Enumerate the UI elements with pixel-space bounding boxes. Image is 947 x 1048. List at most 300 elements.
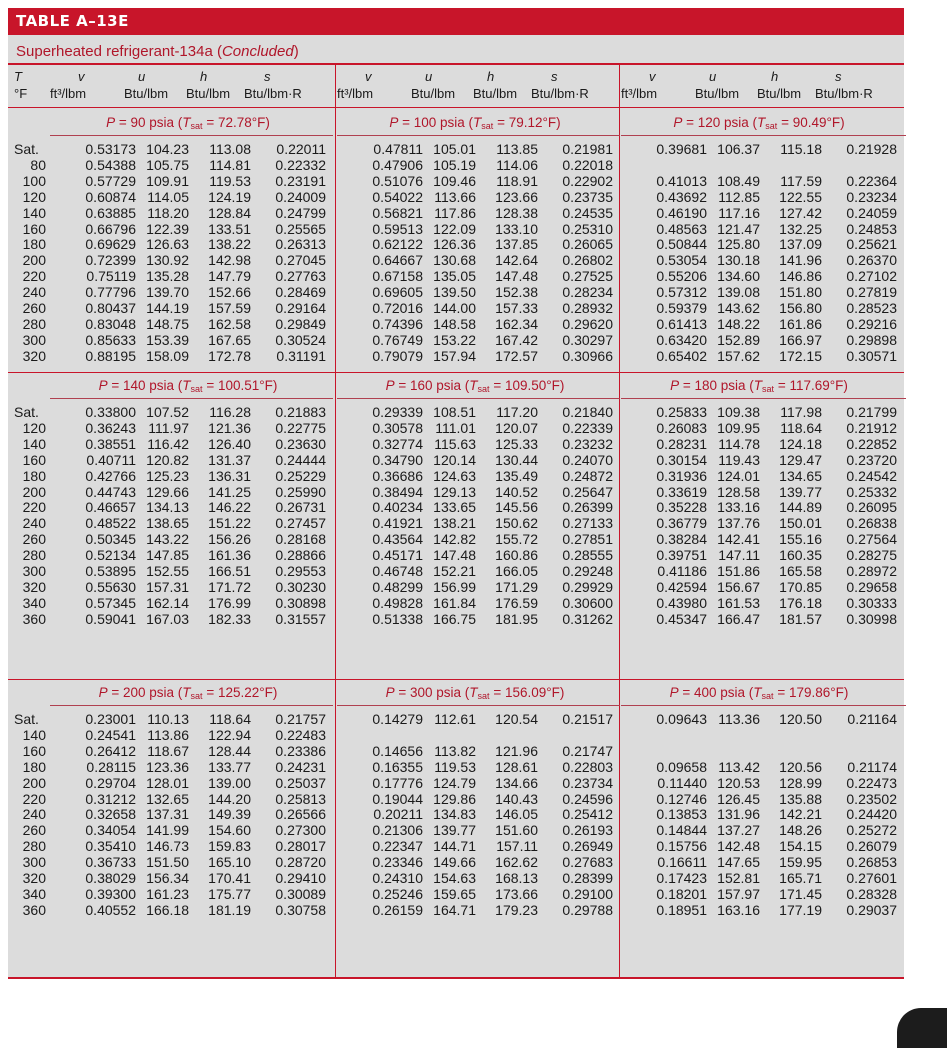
temperature-label: 180 bbox=[22, 467, 46, 484]
value-u: 109.46 bbox=[433, 172, 476, 189]
value-h: 115.18 bbox=[780, 141, 822, 157]
value-v: 0.43564 bbox=[372, 531, 423, 548]
value-h: 129.47 bbox=[779, 451, 822, 468]
value-s: 0.23630 bbox=[275, 435, 326, 452]
value-v: 0.26159 bbox=[372, 901, 423, 918]
value-u: 105.01 bbox=[433, 141, 476, 157]
value-s: 0.28234 bbox=[562, 284, 613, 301]
value-s: 0.29849 bbox=[275, 315, 326, 332]
value-h: 118.64 bbox=[780, 419, 822, 436]
value-s: 0.24420 bbox=[846, 806, 897, 823]
value-u: 152.21 bbox=[433, 563, 476, 579]
value-s: 0.30333 bbox=[846, 594, 897, 611]
value-h: 141.25 bbox=[208, 483, 251, 500]
value-h: 150.01 bbox=[779, 515, 822, 532]
value-u: 152.81 bbox=[717, 870, 760, 886]
value-u: 139.08 bbox=[717, 284, 760, 301]
value-s: 0.29929 bbox=[562, 578, 613, 595]
block-title-underline bbox=[337, 705, 620, 706]
value-s: 0.26065 bbox=[562, 236, 613, 253]
value-h: 179.23 bbox=[495, 901, 538, 918]
value-h: 166.05 bbox=[495, 563, 538, 579]
value-u: 130.68 bbox=[433, 252, 476, 269]
value-s: 0.27683 bbox=[562, 854, 613, 871]
value-s: 0.25990 bbox=[275, 483, 326, 500]
value-u: 110.13 bbox=[147, 711, 189, 727]
value-v: 0.80437 bbox=[85, 300, 136, 316]
value-v: 0.56821 bbox=[372, 204, 423, 221]
value-v: 0.18951 bbox=[656, 901, 707, 918]
value-v: 0.35410 bbox=[85, 838, 136, 855]
value-s: 0.23735 bbox=[562, 188, 613, 205]
value-h: 150.62 bbox=[495, 515, 538, 532]
value-h: 162.58 bbox=[208, 315, 251, 332]
value-s: 0.28017 bbox=[275, 838, 326, 855]
value-h: 139.00 bbox=[208, 774, 251, 791]
value-h: 117.59 bbox=[780, 172, 822, 189]
value-v: 0.57312 bbox=[656, 284, 707, 301]
temperature-label: 160 bbox=[22, 451, 46, 468]
block-title-underline bbox=[621, 135, 906, 136]
value-v: 0.55630 bbox=[85, 578, 136, 595]
value-h: 137.85 bbox=[495, 236, 538, 253]
value-h: 142.98 bbox=[208, 252, 251, 269]
value-s: 0.24444 bbox=[275, 451, 326, 468]
value-u: 148.58 bbox=[433, 315, 476, 332]
value-s: 0.24799 bbox=[275, 204, 326, 221]
value-u: 135.05 bbox=[433, 268, 476, 285]
value-u: 131.96 bbox=[717, 806, 760, 823]
value-s: 0.28555 bbox=[562, 547, 613, 564]
value-v: 0.13853 bbox=[656, 806, 707, 823]
temperature-label: 220 bbox=[22, 790, 46, 807]
value-u: 105.75 bbox=[146, 156, 189, 173]
value-v: 0.20211 bbox=[373, 806, 423, 823]
value-v: 0.28231 bbox=[656, 435, 707, 452]
temperature-label: 140 bbox=[22, 204, 46, 221]
value-h: 141.96 bbox=[779, 252, 822, 269]
value-u: 122.39 bbox=[146, 220, 189, 237]
value-h: 152.66 bbox=[208, 284, 251, 301]
value-u: 143.22 bbox=[146, 531, 189, 548]
value-u: 139.50 bbox=[433, 284, 476, 301]
value-h: 168.13 bbox=[495, 870, 538, 886]
value-u: 139.70 bbox=[146, 284, 189, 301]
value-v: 0.43692 bbox=[656, 188, 707, 205]
value-u: 144.19 bbox=[146, 300, 189, 316]
temperature-label: 260 bbox=[22, 531, 46, 548]
value-h: 128.38 bbox=[495, 204, 538, 221]
value-u: 107.52 bbox=[146, 404, 189, 420]
value-u: 156.99 bbox=[433, 578, 476, 595]
value-u: 134.13 bbox=[146, 499, 189, 516]
temperature-label: 280 bbox=[22, 315, 46, 332]
value-s: 0.21912 bbox=[846, 419, 897, 436]
value-h: 157.59 bbox=[208, 300, 251, 316]
value-v: 0.36779 bbox=[656, 515, 707, 532]
block-title-underline bbox=[337, 135, 620, 136]
value-u: 163.16 bbox=[717, 901, 760, 918]
value-s: 0.27102 bbox=[846, 268, 897, 285]
value-h: 181.95 bbox=[495, 610, 538, 627]
value-h: 133.51 bbox=[208, 220, 251, 237]
value-s: 0.22803 bbox=[562, 758, 613, 775]
value-u: 132.65 bbox=[146, 790, 189, 807]
value-v: 0.45171 bbox=[372, 547, 423, 564]
value-v: 0.41186 bbox=[657, 563, 707, 579]
value-s: 0.22332 bbox=[275, 156, 326, 173]
value-u: 166.75 bbox=[433, 610, 476, 627]
value-v: 0.17423 bbox=[656, 870, 707, 886]
temperature-label: 240 bbox=[22, 284, 46, 301]
value-h: 134.65 bbox=[779, 467, 822, 484]
value-v: 0.53173 bbox=[85, 141, 136, 157]
value-h: 144.89 bbox=[779, 499, 822, 516]
value-v: 0.83048 bbox=[85, 315, 136, 332]
value-h: 146.86 bbox=[779, 268, 822, 285]
value-s: 0.25813 bbox=[275, 790, 326, 807]
value-v: 0.54022 bbox=[372, 188, 423, 205]
temperature-label: 240 bbox=[22, 515, 46, 532]
value-u: 113.66 bbox=[434, 188, 476, 205]
value-h: 162.34 bbox=[495, 315, 538, 332]
value-v: 0.38029 bbox=[85, 870, 136, 886]
value-u: 114.78 bbox=[718, 435, 760, 452]
header-symbol-v: v bbox=[78, 69, 85, 84]
value-s: 0.22852 bbox=[846, 435, 897, 452]
value-s: 0.26566 bbox=[275, 806, 326, 823]
value-h: 151.60 bbox=[495, 822, 538, 839]
value-u: 149.66 bbox=[433, 854, 476, 871]
value-h: 165.71 bbox=[779, 870, 822, 886]
value-s: 0.22339 bbox=[562, 419, 613, 436]
value-s: 0.26193 bbox=[562, 822, 613, 839]
header-symbol-v: v bbox=[365, 69, 372, 84]
value-u: 129.86 bbox=[433, 790, 476, 807]
value-s: 0.23720 bbox=[846, 451, 897, 468]
value-v: 0.23001 bbox=[85, 711, 136, 727]
temperature-label: 220 bbox=[22, 268, 46, 285]
value-v: 0.65402 bbox=[656, 347, 707, 364]
value-h: 114.06 bbox=[496, 156, 538, 173]
value-u: 122.09 bbox=[433, 220, 476, 237]
value-u: 119.53 bbox=[434, 758, 476, 775]
value-u: 115.63 bbox=[434, 435, 476, 452]
value-s: 0.29658 bbox=[846, 578, 897, 595]
value-h: 173.66 bbox=[495, 885, 538, 902]
temperature-label: Sat. bbox=[14, 711, 39, 727]
value-s: 0.27601 bbox=[846, 870, 897, 886]
header-symbol-s: s bbox=[835, 69, 842, 84]
value-v: 0.28115 bbox=[86, 758, 136, 775]
value-h: 124.19 bbox=[208, 188, 251, 205]
header-rule bbox=[8, 107, 904, 108]
value-u: 126.36 bbox=[433, 236, 476, 253]
column-divider bbox=[619, 65, 620, 977]
value-s: 0.25412 bbox=[562, 806, 613, 823]
value-u: 143.62 bbox=[717, 300, 760, 316]
value-h: 156.26 bbox=[208, 531, 251, 548]
value-s: 0.30089 bbox=[275, 885, 326, 902]
value-u: 121.47 bbox=[717, 220, 760, 237]
value-s: 0.23386 bbox=[275, 742, 326, 759]
value-v: 0.30578 bbox=[372, 419, 423, 436]
value-s: 0.21799 bbox=[846, 404, 897, 420]
pressure-block-title: P = 200 psia $(T_{sat} = 125.22^\circ F)$ bbox=[98, 685, 278, 701]
value-v: 0.55206 bbox=[656, 268, 707, 285]
value-s: 0.28399 bbox=[562, 870, 613, 886]
value-s: 0.28866 bbox=[275, 547, 326, 564]
value-s: 0.30524 bbox=[275, 331, 326, 348]
value-u: 144.71 bbox=[433, 838, 476, 855]
value-u: 114.05 bbox=[147, 188, 189, 205]
value-h: 167.65 bbox=[208, 331, 251, 348]
value-v: 0.72016 bbox=[372, 300, 423, 316]
value-v: 0.42766 bbox=[85, 467, 136, 484]
value-s: 0.23232 bbox=[562, 435, 613, 452]
value-v: 0.74396 bbox=[372, 315, 423, 332]
value-u: 146.73 bbox=[146, 838, 189, 855]
value-h: 117.20 bbox=[496, 404, 538, 420]
temperature-label: 160 bbox=[22, 742, 46, 759]
value-s: 0.28932 bbox=[562, 300, 613, 316]
value-s: 0.29410 bbox=[275, 870, 326, 886]
value-h: 159.83 bbox=[208, 838, 251, 855]
pressure-block-title: P = 300 psia $(T_{sat} = 156.09^\circ F)$ bbox=[385, 685, 565, 701]
value-s: 0.24059 bbox=[846, 204, 897, 221]
value-v: 0.57729 bbox=[85, 172, 136, 189]
value-v: 0.46190 bbox=[656, 204, 707, 221]
value-v: 0.51076 bbox=[372, 172, 423, 189]
value-u: 109.38 bbox=[717, 404, 760, 420]
value-v: 0.39751 bbox=[656, 547, 707, 564]
temperature-label: 300 bbox=[22, 563, 46, 579]
value-v: 0.61413 bbox=[656, 315, 707, 332]
value-h: 124.18 bbox=[779, 435, 822, 452]
value-u: 109.95 bbox=[717, 419, 760, 436]
value-h: 133.77 bbox=[208, 758, 251, 775]
value-s: 0.21757 bbox=[275, 711, 326, 727]
value-v: 0.35228 bbox=[656, 499, 707, 516]
header-symbol-u: u bbox=[425, 69, 433, 84]
value-s: 0.28328 bbox=[846, 885, 897, 902]
value-h: 175.77 bbox=[208, 885, 251, 902]
value-v: 0.88195 bbox=[85, 347, 136, 364]
temperature-label: 360 bbox=[22, 901, 46, 918]
value-s: 0.30230 bbox=[275, 578, 326, 595]
value-s: 0.25272 bbox=[846, 822, 897, 839]
value-s: 0.25647 bbox=[562, 483, 613, 500]
value-h: 128.44 bbox=[208, 742, 251, 759]
value-v: 0.53895 bbox=[85, 563, 136, 579]
value-h: 159.95 bbox=[779, 854, 822, 871]
value-s: 0.23191 bbox=[275, 172, 326, 189]
value-h: 133.10 bbox=[495, 220, 538, 237]
value-h: 146.22 bbox=[208, 499, 251, 516]
value-s: 0.26399 bbox=[562, 499, 613, 516]
value-u: 113.86 bbox=[147, 726, 189, 743]
value-h: 154.60 bbox=[208, 822, 251, 839]
value-h: 182.33 bbox=[208, 610, 251, 627]
header-unit-s: Btu/lbm·R bbox=[531, 86, 589, 101]
value-v: 0.32658 bbox=[85, 806, 136, 823]
block-title-underline bbox=[621, 705, 906, 706]
value-h: 172.57 bbox=[495, 347, 538, 364]
value-u: 153.39 bbox=[146, 331, 189, 348]
header-temp-symbol: T bbox=[14, 69, 22, 84]
value-v: 0.40552 bbox=[85, 901, 136, 918]
header-symbol-h: h bbox=[487, 69, 495, 84]
header-unit-s: Btu/lbm·R bbox=[244, 86, 302, 101]
value-h: 116.28 bbox=[209, 404, 251, 420]
value-s: 0.21747 bbox=[562, 742, 613, 759]
value-s: 0.21883 bbox=[275, 404, 326, 420]
value-v: 0.23346 bbox=[372, 854, 423, 871]
value-u: 128.58 bbox=[717, 483, 760, 500]
value-u: 120.53 bbox=[717, 774, 760, 791]
value-v: 0.79079 bbox=[372, 347, 423, 364]
temperature-label: 200 bbox=[22, 774, 46, 791]
value-u: 104.23 bbox=[146, 141, 189, 157]
value-s: 0.31191 bbox=[276, 347, 326, 364]
value-h: 165.58 bbox=[779, 563, 822, 579]
value-s: 0.24009 bbox=[275, 188, 326, 205]
value-h: 181.57 bbox=[779, 610, 822, 627]
value-v: 0.29339 bbox=[372, 404, 423, 420]
value-u: 144.00 bbox=[433, 300, 476, 316]
value-v: 0.51338 bbox=[372, 610, 423, 627]
header-symbol-u: u bbox=[709, 69, 717, 84]
temperature-label: 120 bbox=[22, 188, 46, 205]
value-v: 0.33800 bbox=[85, 404, 136, 420]
temperature-label: 320 bbox=[22, 870, 46, 886]
value-h: 162.62 bbox=[495, 854, 538, 871]
value-s: 0.30966 bbox=[562, 347, 613, 364]
value-v: 0.50844 bbox=[656, 236, 707, 253]
value-v: 0.41921 bbox=[372, 515, 423, 532]
value-h: 147.79 bbox=[208, 268, 251, 285]
value-s: 0.30758 bbox=[275, 901, 326, 918]
value-u: 153.22 bbox=[433, 331, 476, 348]
value-s: 0.29898 bbox=[846, 331, 897, 348]
value-u: 162.14 bbox=[146, 594, 189, 611]
temperature-label: 100 bbox=[22, 172, 46, 189]
value-h: 118.91 bbox=[496, 172, 538, 189]
value-h: 131.37 bbox=[208, 451, 251, 468]
value-u: 117.16 bbox=[718, 204, 760, 221]
value-u: 142.48 bbox=[717, 838, 760, 855]
value-v: 0.14656 bbox=[372, 742, 423, 759]
temperature-label: 320 bbox=[22, 347, 46, 364]
value-h: 137.09 bbox=[779, 236, 822, 253]
temperature-label: 120 bbox=[22, 419, 46, 436]
value-u: 167.03 bbox=[146, 610, 189, 627]
value-s: 0.25332 bbox=[846, 483, 897, 500]
value-v: 0.17776 bbox=[372, 774, 423, 791]
block-title-underline bbox=[337, 398, 620, 399]
value-u: 108.51 bbox=[433, 404, 476, 420]
temperature-label: 340 bbox=[22, 594, 46, 611]
value-h: 128.61 bbox=[495, 758, 538, 775]
value-h: 132.25 bbox=[779, 220, 822, 237]
value-h: 149.39 bbox=[208, 806, 251, 823]
value-v: 0.63885 bbox=[85, 204, 136, 221]
value-v: 0.85633 bbox=[85, 331, 136, 348]
value-u: 157.94 bbox=[433, 347, 476, 364]
value-u: 166.47 bbox=[717, 610, 760, 627]
value-h: 125.33 bbox=[495, 435, 538, 452]
value-h: 120.56 bbox=[779, 758, 822, 775]
value-s: 0.25229 bbox=[275, 467, 326, 484]
subtitle-text: Superheated refrigerant-134a ( bbox=[16, 43, 222, 60]
value-s: 0.21928 bbox=[846, 141, 897, 157]
value-u: 106.37 bbox=[717, 141, 760, 157]
value-v: 0.75119 bbox=[86, 268, 136, 285]
value-s: 0.22364 bbox=[846, 172, 897, 189]
value-h: 154.15 bbox=[779, 838, 822, 855]
value-v: 0.12746 bbox=[656, 790, 707, 807]
value-s: 0.25310 bbox=[562, 220, 613, 237]
value-u: 117.86 bbox=[434, 204, 476, 221]
block-title-underline bbox=[50, 135, 333, 136]
value-h: 121.36 bbox=[208, 419, 251, 436]
value-h: 139.77 bbox=[779, 483, 822, 500]
value-u: 134.60 bbox=[717, 268, 760, 285]
value-h: 161.36 bbox=[208, 547, 251, 564]
value-u: 113.36 bbox=[718, 711, 760, 727]
value-h: 120.07 bbox=[495, 419, 538, 436]
temperature-label: 280 bbox=[22, 838, 46, 855]
value-v: 0.14844 bbox=[656, 822, 707, 839]
value-h: 122.94 bbox=[208, 726, 251, 743]
value-u: 161.84 bbox=[433, 594, 476, 611]
value-h: 171.29 bbox=[495, 578, 538, 595]
value-u: 147.48 bbox=[433, 547, 476, 564]
value-v: 0.30154 bbox=[656, 451, 707, 468]
value-u: 152.89 bbox=[717, 331, 760, 348]
value-u: 154.63 bbox=[433, 870, 476, 886]
value-v: 0.77796 bbox=[85, 284, 136, 301]
value-h: 157.11 bbox=[496, 838, 538, 855]
value-s: 0.26802 bbox=[562, 252, 613, 269]
value-s: 0.22902 bbox=[562, 172, 613, 189]
value-v: 0.26412 bbox=[85, 742, 136, 759]
value-s: 0.27819 bbox=[846, 284, 897, 301]
value-h: 155.16 bbox=[779, 531, 822, 548]
value-h: 176.59 bbox=[495, 594, 538, 611]
value-v: 0.69605 bbox=[372, 284, 423, 301]
value-v: 0.32774 bbox=[372, 435, 423, 452]
value-h: 142.64 bbox=[495, 252, 538, 269]
value-u: 108.49 bbox=[717, 172, 760, 189]
table-title: TABLE A–13E bbox=[8, 8, 904, 35]
value-u: 134.83 bbox=[433, 806, 476, 823]
value-u: 130.92 bbox=[146, 252, 189, 269]
value-v: 0.48563 bbox=[656, 220, 707, 237]
value-v: 0.38284 bbox=[656, 531, 707, 548]
value-u: 126.45 bbox=[717, 790, 760, 807]
value-u: 109.91 bbox=[146, 172, 189, 189]
value-u: 133.16 bbox=[717, 499, 760, 516]
table-subtitle bbox=[8, 35, 904, 65]
value-v: 0.45347 bbox=[656, 610, 707, 627]
value-v: 0.26083 bbox=[656, 419, 707, 436]
value-v: 0.15756 bbox=[656, 838, 707, 855]
block-title-underline bbox=[50, 705, 333, 706]
value-h: 114.81 bbox=[209, 156, 251, 173]
value-v: 0.41013 bbox=[656, 172, 707, 189]
value-h: 122.55 bbox=[779, 188, 822, 205]
